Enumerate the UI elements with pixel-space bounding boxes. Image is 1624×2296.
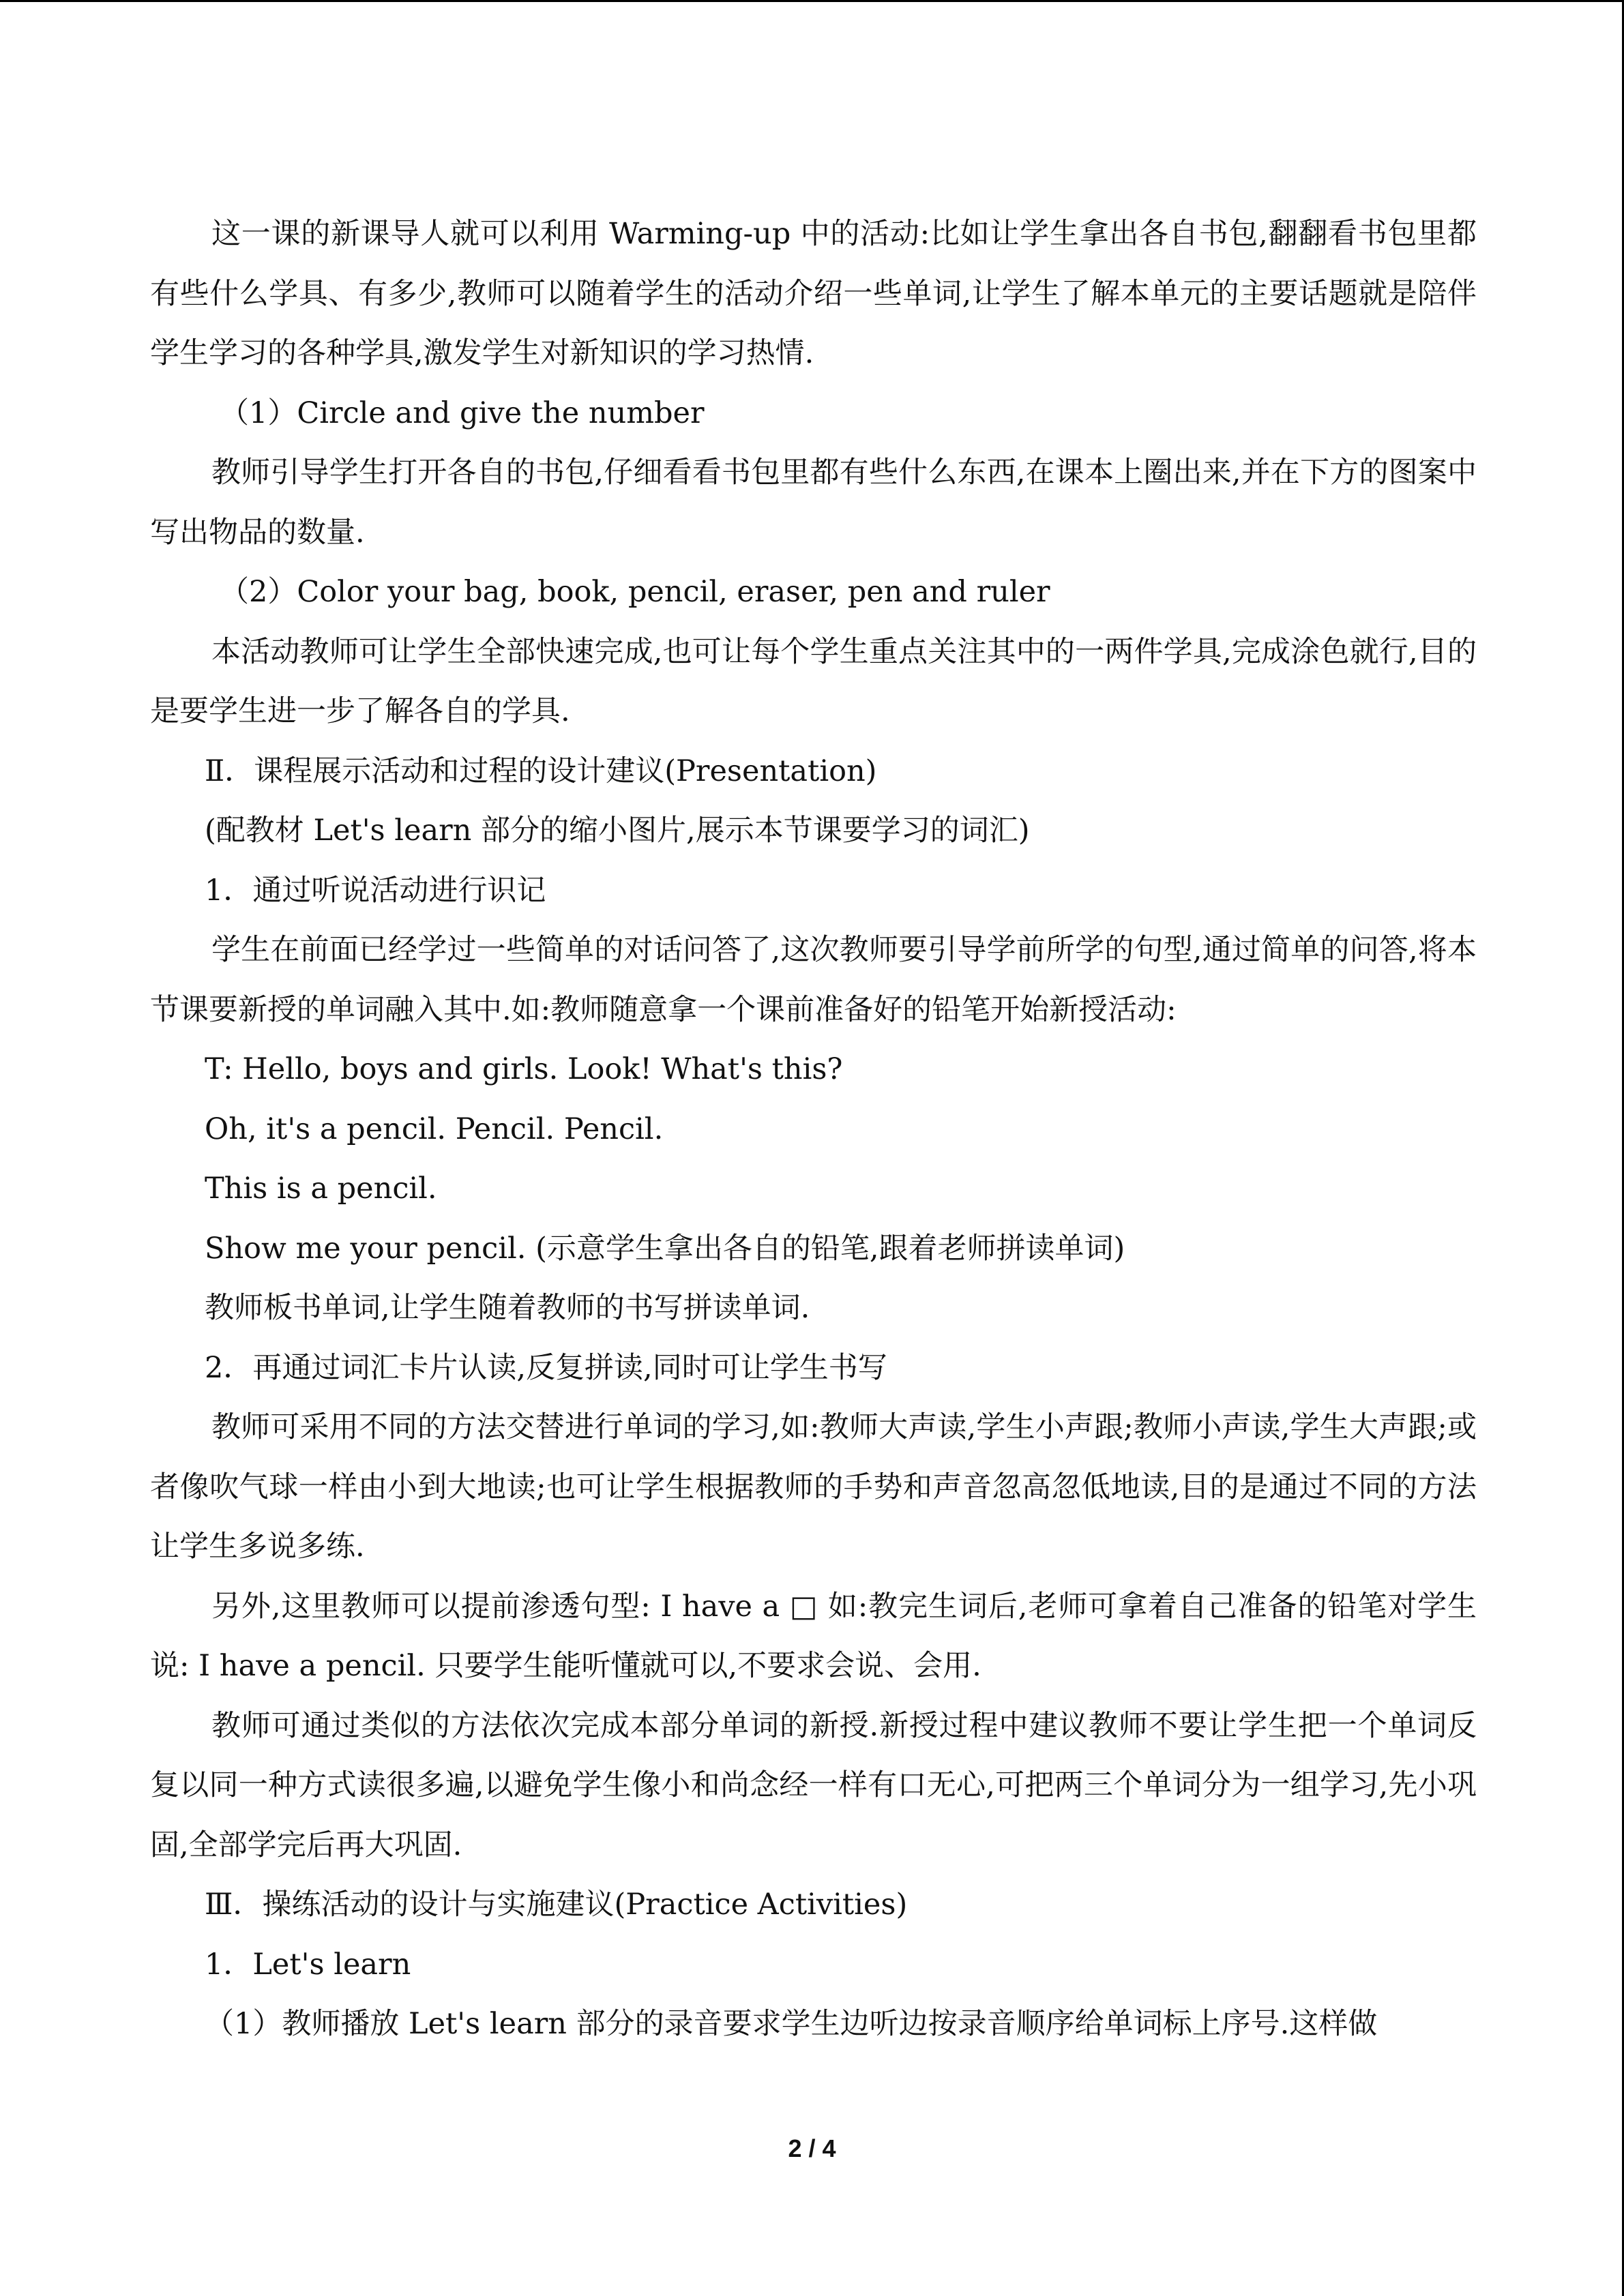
dialogue-line-4: Show me your pencil. (示意学生拿出各自的铅笔,跟着老师拼读单词) xyxy=(205,1231,1125,1266)
subheading-lets-learn: 1．Let's learn xyxy=(205,1947,411,1982)
paragraph-audio-activity: （1）教师播放 Let's learn 部分的录音要求学生边听边按录音顺序给单词标上序号.这样做 xyxy=(205,2007,1378,2041)
page-number: 2 / 4 xyxy=(788,2134,836,2162)
dialogue-line-3: This is a pencil. xyxy=(205,1172,437,1206)
paragraph-color-instructions: 本活动教师可让学生全部快速完成,也可让每个学生重点关注其中的一两件学具,完成涂色就行,目的是要学生进一步了解各自的学具. xyxy=(150,634,1477,728)
activity-heading-color: （2）Color your bag, book, pencil, eraser, pen and ruler xyxy=(220,575,1050,609)
paragraph-presentation-note: (配教材 Let's learn 部分的缩小图片,展示本节课要学习的词汇) xyxy=(205,814,1030,848)
subheading-word-cards: 2．再通过词汇卡片认读,反复拼读,同时可让学生书写 xyxy=(205,1350,887,1385)
section-heading-practice: Ⅲ．操练活动的设计与实施建议(Practice Activities) xyxy=(205,1888,908,1922)
page-border-top xyxy=(0,0,1624,2)
paragraph-sentence-pattern: 另外,这里教师可以提前渗透句型: I have a □ 如:教完生词后,老师可拿着自己准备的铅笔对学生说: I have a pencil. 只要学生能听懂就可以,不要求会说、会用. xyxy=(150,1589,1477,1683)
dialogue-line-2: Oh, it's a pencil. Pencil. Pencil. xyxy=(205,1112,664,1146)
paragraph-similar-method: 教师可通过类似的方法依次完成本部分单词的新授.新授过程中建议教师不要让学生把一个单词反复以同一种方式读很多遍,以避免学生像小和尚念经一样有口无心,可把两三个单词分为一组学习,先小巩固,全部学完后再大巩固. xyxy=(150,1708,1477,1862)
paragraph-listening: 学生在前面已经学过一些简单的对话问答了,这次教师要引导学前所学的句型,通过简单的问答,将本节课要新授的单词融入其中.如:教师随意拿一个课前准备好的铅笔开始新授活动: xyxy=(150,933,1477,1027)
paragraph-intro: 这一课的新课导人就可以利用 Warming-up 中的活动:比如让学生拿出各自书包,翻翻看书包里都有些什么学具、有多少,教师可以随着学生的活动介绍一些单词,让学生了解本单元的主要话题就是陪伴学生学习的各种学具,激发学生对新知识的学习热情. xyxy=(150,217,1477,370)
paragraph-reading-methods: 教师可采用不同的方法交替进行单词的学习,如:教师大声读,学生小声跟;教师小声读,学生大声跟;或者像吹气球一样由小到大地读;也可让学生根据教师的手势和声音忽高忽低地读,目的是通过不同的方法让学生多说多练. xyxy=(150,1410,1477,1564)
paragraph-board-writing: 教师板书单词,让学生随着教师的书写拼读单词. xyxy=(205,1291,810,1325)
subheading-listening: 1．通过听说活动进行识记 xyxy=(205,873,546,908)
dialogue-line-1: T: Hello, boys and girls. Look! What's this? xyxy=(205,1052,843,1086)
document-body xyxy=(150,205,1477,2055)
activity-heading-circle: （1）Circle and give the number xyxy=(220,396,705,430)
paragraph-circle-instructions: 教师引导学生打开各自的书包,仔细看看书包里都有些什么东西,在课本上圈出来,并在下方的图案中写出物品的数量. xyxy=(150,456,1477,550)
section-heading-presentation: Ⅱ．课程展示活动和过程的设计建议(Presentation) xyxy=(205,754,877,788)
